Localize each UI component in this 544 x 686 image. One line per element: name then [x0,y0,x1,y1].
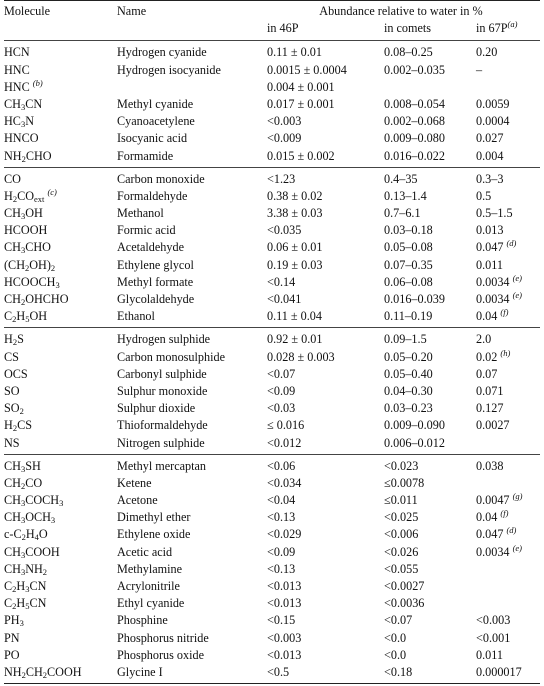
table-row [4,349,540,366]
table-row [4,274,540,291]
table-row [4,595,540,612]
molecule-name: Isocyanic acid [117,131,188,146]
table-row [4,612,540,629]
abundance-46p: 3.38 ± 0.03 [267,206,323,221]
molecule-formula: $NH_2CHO$ [4,148,52,164]
molecule-name: Acetone [117,493,158,508]
table-row [4,222,540,239]
table-row [4,257,540,274]
table-row [4,526,540,543]
abundance-46p: <0.5 [267,664,290,679]
abundance-67p: – [476,62,483,77]
abundance-67p: 0.04 $^{(f)}$ [476,307,509,324]
abundance-46p: <0.14 [267,274,296,289]
abundance-comets: 0.11–0.19 [384,309,433,324]
abundance-67p: 0.000017 [476,664,522,679]
molecule-formula: NS [4,435,20,450]
table-row [4,664,540,681]
abundance-comets: 0.05–0.08 [384,240,433,255]
abundance-table [4,0,540,684]
abundance-comets: 0.03–0.23 [384,401,433,416]
abundance-46p: <0.003 [267,630,302,645]
molecule-name: Methyl formate [117,274,194,289]
abundance-46p: 0.015 ± 0.002 [267,148,335,163]
abundance-comets: 0.009–0.080 [384,131,445,146]
abundance-67p: 0.04 $^{(f)}$ [476,508,509,525]
abundance-comets: 0.006–0.012 [384,435,445,450]
molecule-formula: HCN [4,45,30,60]
molecule-formula: $H_2CS$ [4,418,32,434]
abundance-46p: <0.04 [267,493,296,508]
molecule-name: Nitrogen sulphide [117,435,205,450]
molecule-name: Methanol [117,206,164,221]
table-section [4,41,540,166]
molecule-footnote: (c) [47,186,57,197]
header-name: Name [117,4,147,18]
molecule-name: Acetaldehyde [117,240,184,255]
abundance-46p: <0.013 [267,596,302,611]
abundance-comets: 0.009–0.090 [384,418,445,433]
abundance-67p-footnote: (d) [506,525,517,536]
molecule-formula: $NH_2CH_2COOH$ [4,664,82,680]
abundance-comets: 0.002–0.068 [384,114,445,129]
molecule-name: Methyl cyanide [117,96,194,111]
table-section [4,455,540,683]
abundance-comets: 0.05–0.40 [384,366,433,381]
molecule-formula: $SO_2$ [4,401,24,417]
abundance-67p: 0.0027 [476,418,510,433]
abundance-46p: <0.041 [267,292,302,306]
abundance-67p: 0.004 [476,148,504,163]
molecule-formula: $CH_3OH$ [4,206,43,222]
molecule-name: Formaldehyde [117,188,188,203]
molecule-name: Glycine I [117,664,163,679]
abundance-46p: <0.034 [267,475,302,490]
molecule-formula: HCOOH [4,223,48,238]
table-row [4,647,540,664]
molecule-name: Hydrogen sulphide [117,332,211,347]
abundance-comets: 0.016–0.039 [384,292,445,306]
abundance-67p: 0.127 [476,401,504,416]
abundance-comets: 0.07–0.35 [384,257,433,272]
abundance-comets: <0.18 [384,664,413,679]
molecule-name: Formic acid [117,223,176,238]
table-row [4,435,540,452]
abundance-comets: ≤0.011 [384,493,418,508]
molecule-name: Methylamine [117,561,182,576]
abundance-67p: <0.003 [476,613,511,628]
molecule-name: Acrylonitrile [117,579,180,593]
molecule-formula: $C_2H_5OH$ [4,309,48,325]
molecule-formula: CO [4,171,21,186]
molecule-name: Phosphorus nitride [117,630,209,645]
molecule-name: Acetic acid [117,544,173,559]
table-row [4,239,540,256]
abundance-comets: 0.008–0.054 [384,96,445,111]
abundance-46p: 0.028 ± 0.003 [267,349,335,364]
molecule-name: Formamide [117,148,174,163]
abundance-67p-footnote: (h) [500,347,511,358]
molecule-formula: PO [4,647,20,662]
abundance-67p: 0.013 [476,223,504,238]
molecule-formula: $C_2H_3CN$ [4,579,47,594]
abundance-comets: <0.025 [384,510,419,525]
abundance-comets: <0.0 [384,630,407,645]
abundance-comets: 0.09–1.5 [384,332,427,347]
abundance-46p: 0.19 ± 0.03 [267,257,323,272]
abundance-46p: <0.029 [267,527,302,542]
header-molecule: Molecule [4,4,51,18]
molecule-name: Ketene [117,475,152,490]
abundance-46p: <0.13 [267,561,296,576]
abundance-67p: 0.20 [476,45,498,60]
table-section [4,168,540,328]
molecule-name: Phosphorus oxide [117,647,205,662]
header-in-comets: in comets [384,21,432,36]
abundance-comets: <0.026 [384,544,419,559]
abundance-67p: 0.07 [476,366,498,381]
abundance-comets: 0.05–0.20 [384,349,433,364]
abundance-67p: <0.001 [476,630,511,645]
abundance-67p: 0.071 [476,383,504,398]
abundance-46p: <0.07 [267,366,296,381]
abundance-67p-footnote: (e) [512,542,522,553]
molecule-name: Hydrogen cyanide [117,45,207,60]
molecule-name: Methyl mercaptan [117,458,207,473]
abundance-comets: ≤0.0078 [384,475,425,490]
molecule-formula: $CH_3SH$ [4,458,41,474]
abundance-67p: 0.3–3 [476,171,504,186]
abundance-comets: <0.055 [384,561,419,576]
abundance-67p: 0.0059 [476,96,510,111]
molecule-name: Sulphur monoxide [117,383,208,398]
abundance-46p: 0.38 ± 0.02 [267,188,323,203]
molecule-formula: $PH_3$ [4,613,24,629]
molecule-name: Carbonyl sulphide [117,366,207,381]
molecule-formula: $(CH_2OH)_2$ [4,257,56,273]
abundance-comets: 0.03–0.18 [384,223,433,238]
molecule-formula: SO [4,383,20,398]
header-row-2 [4,20,540,37]
molecule-name: Dimethyl ether [117,510,191,525]
abundance-46p: 0.11 ± 0.04 [267,309,322,324]
abundance-comets: <0.0 [384,647,407,662]
molecule-name: Phosphine [117,613,168,628]
abundance-67p: 0.5 [476,188,492,203]
table-row [4,148,540,165]
abundance-46p: <0.03 [267,401,296,416]
table-row [4,366,540,383]
table-row [4,79,540,96]
molecule-formula: $CH_3COCH_3$ [4,493,64,509]
table-row [4,308,540,325]
molecule-formula: $CH_3NH_2$ [4,561,48,577]
abundance-67p: 0.5–1.5 [476,206,513,221]
molecule-formula: $HCOOCH_3$ [4,274,60,290]
molecule-formula: $CH_2OHCHO$ [4,292,69,307]
molecule-formula: $H_2CO_{ext}$ $^{(c)}$ [4,186,57,204]
abundance-46p: 0.004 ± 0.001 [267,79,335,94]
abundance-67p-footnote: (d) [506,238,517,249]
abundance-46p: 0.06 ± 0.01 [267,240,323,255]
molecule-name: Ethylene oxide [117,527,191,542]
abundance-comets: <0.07 [384,613,413,628]
molecule-name: Sulphur dioxide [117,401,196,416]
table-row [4,291,540,308]
molecule-formula: CS [4,349,19,364]
molecule-name: Carbon monoxide [117,171,205,186]
abundance-67p: 0.038 [476,458,504,473]
abundance-46p: <0.06 [267,458,296,473]
header-in-67p-label: in 67P [476,21,508,36]
molecule-name: Carbon monosulphide [117,349,225,364]
abundance-46p: <0.013 [267,647,302,662]
header-row-1 [4,3,540,20]
abundance-46p: <0.13 [267,510,296,525]
abundance-67p: 0.02 $^{(h)}$ [476,347,511,364]
abundance-comets: <0.0036 [384,596,425,611]
table-section [4,328,540,453]
molecule-footnote: (b) [32,77,43,88]
abundance-46p: <0.012 [267,435,302,450]
abundance-comets: 0.06–0.08 [384,274,433,289]
abundance-46p: <0.003 [267,114,302,129]
abundance-comets: 0.016–0.022 [384,148,445,163]
abundance-46p: 0.92 ± 0.01 [267,332,323,347]
table-row [4,331,540,348]
molecule-name: Ethylene glycol [117,257,194,272]
molecule-formula: $CH_3COOH$ [4,544,60,560]
abundance-67p-footnote: (g) [512,491,523,502]
molecule-formula: HNCO [4,131,39,146]
abundance-46p: <0.009 [267,131,302,146]
table-row [4,383,540,400]
abundance-46p: <0.15 [267,613,296,628]
abundance-67p: 0.047 $^{(d)}$ [476,238,517,255]
molecule-formula: $CH_3CN$ [4,96,43,112]
molecule-formula: HNC [4,62,30,77]
table-row [4,62,540,79]
table-row [4,630,540,647]
molecule-formula: HNC $^{(b)}$ [4,77,43,94]
abundance-67p: 0.0047 $^{(g)}$ [476,491,523,508]
abundance-46p: 0.017 ± 0.001 [267,96,335,111]
molecule-formula: $CH_3OCH_3$ [4,510,56,526]
abundance-67p: 0.011 [476,257,503,272]
abundance-67p: 0.011 [476,647,503,662]
header-abundance-group: Abundance relative to water in % [319,4,483,18]
molecule-formula: OCS [4,366,28,381]
table-row [4,417,540,434]
abundance-comets: 0.4–35 [384,171,418,186]
abundance-comets: 0.13–1.4 [384,188,427,203]
abundance-comets: <0.023 [384,458,419,473]
table-row [4,458,540,475]
abundance-67p: 0.027 [476,131,504,146]
molecule-name: Hydrogen isocyanide [117,62,221,77]
molecule-formula: $CH_3CHO$ [4,240,51,256]
abundance-comets: 0.002–0.035 [384,62,445,77]
abundance-67p-footnote: (e) [512,290,522,300]
table-row [4,544,540,561]
header-in-67p [476,20,517,37]
table-row [4,96,540,113]
abundance-67p: 0.0034 $^{(e)}$ [476,290,522,306]
abundance-67p: 0.047 $^{(d)}$ [476,525,517,542]
abundance-67p-footnote: (f) [500,508,509,519]
molecule-name: Ethanol [117,309,155,324]
table-row [4,113,540,130]
abundance-67p-footnote: (e) [512,272,522,283]
header-in-46p: in 46P [267,21,299,36]
abundance-46p: <1.23 [267,171,296,186]
molecule-formula: $CH_2CO$ [4,475,43,491]
table-row [4,205,540,222]
molecule-name: Ethyl cyanide [117,596,185,611]
abundance-67p-footnote: (f) [500,307,509,318]
abundance-67p: 2.0 [476,332,492,347]
molecule-formula: $c-C_2H_4O$ [4,527,48,543]
table-row [4,475,540,492]
table-row [4,578,540,595]
molecule-formula: PN [4,630,20,645]
molecule-name: Glycolaldehyde [117,292,195,306]
molecule-name: Thioformaldehyde [117,418,208,433]
table-body [4,41,540,683]
abundance-46p: <0.09 [267,383,296,398]
header-in-67p-footnote: (a) [507,19,518,30]
abundance-46p: 0.11 ± 0.01 [267,45,322,60]
table-row [4,188,540,205]
abundance-comets: 0.7–6.1 [384,206,421,221]
table-row [4,509,540,526]
molecule-formula: $H_2S$ [4,332,24,348]
table-bottom-rule [4,683,540,684]
abundance-comets: <0.006 [384,527,419,542]
abundance-46p: 0.0015 ± 0.0004 [267,62,347,77]
abundance-comets: 0.08–0.25 [384,45,433,60]
molecule-formula: $HC_3N$ [4,114,34,130]
abundance-46p: <0.013 [267,579,302,593]
table-header [4,1,540,40]
molecule-name: Cyanoacetylene [117,114,195,129]
abundance-46p: <0.09 [267,544,296,559]
abundance-67p: 0.0034 $^{(e)}$ [476,272,522,289]
table-row [4,130,540,147]
abundance-comets: 0.04–0.30 [384,383,433,398]
abundance-comets: <0.0027 [384,579,425,593]
table-row [4,171,540,188]
abundance-46p: <0.035 [267,223,302,238]
table-row [4,400,540,417]
table-row [4,561,540,578]
table-row [4,492,540,509]
abundance-46p: ≤ 0.016 [267,418,305,433]
abundance-67p: 0.0004 [476,114,510,129]
abundance-67p: 0.0034 $^{(e)}$ [476,542,522,559]
table-row [4,44,540,61]
molecule-formula: $C_2H_5CN$ [4,596,47,612]
